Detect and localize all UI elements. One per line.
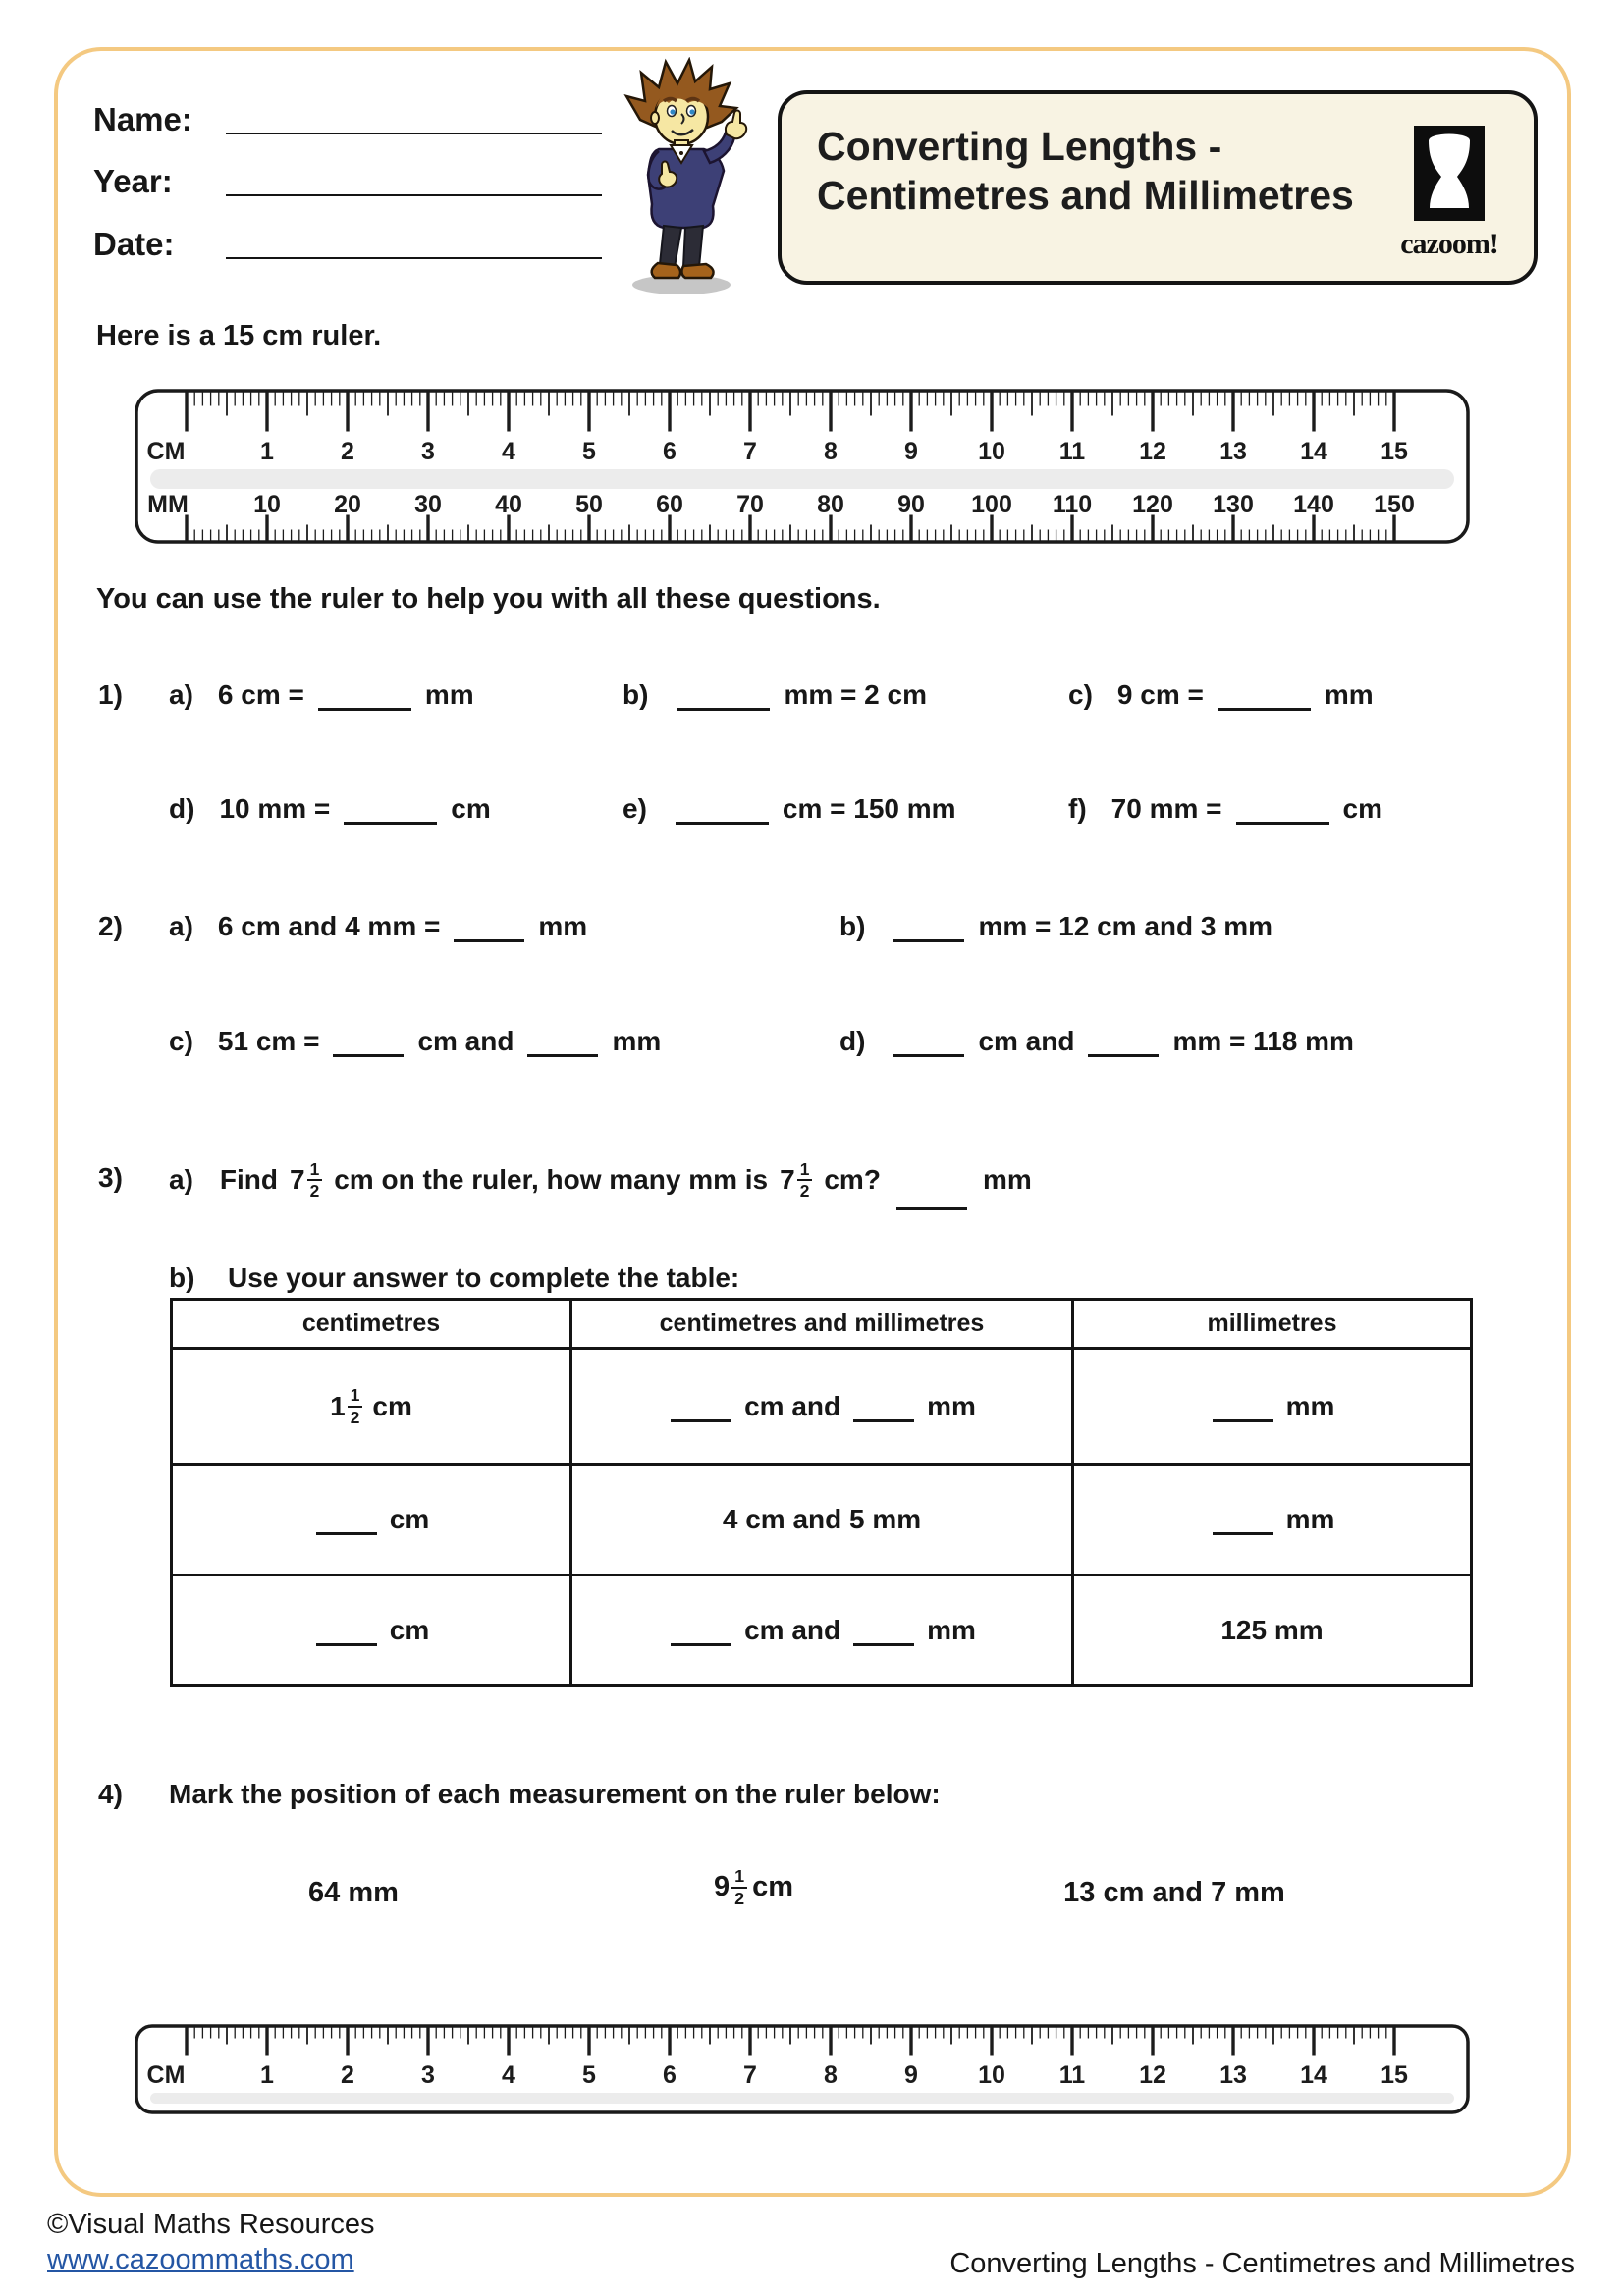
part-label: c) xyxy=(169,1026,193,1056)
cell-r2-cm xyxy=(172,1465,571,1575)
question-2-row-1 xyxy=(0,911,1624,968)
ruler-mm-number: 80 xyxy=(817,491,844,518)
question-3-number: 3) xyxy=(98,1162,123,1193)
q3-item-a xyxy=(169,1139,1039,1221)
question-2-number: 2) xyxy=(98,911,123,941)
ruler-cm-number: 4 xyxy=(502,438,515,465)
answer-blank[interactable] xyxy=(676,817,769,825)
question-text: cm and xyxy=(417,1026,514,1056)
ruler-top xyxy=(135,389,1470,549)
whole-number: 7 xyxy=(290,1164,305,1195)
question-text: cm xyxy=(451,793,491,824)
ruler-mm-number: 10 xyxy=(253,491,281,518)
numerator: 1 xyxy=(797,1160,813,1181)
ruler-cm-label: CM xyxy=(146,438,186,465)
shoe xyxy=(652,263,680,278)
part-label: f) xyxy=(1068,793,1087,824)
question-text: cm xyxy=(389,1615,430,1645)
ruler-mm-number: 120 xyxy=(1132,491,1173,518)
ruler-mm-number: 110 xyxy=(1052,491,1093,518)
ruler-cm-number: 13 xyxy=(1219,2061,1247,2089)
fraction xyxy=(731,1867,747,1908)
whole-number: 9 xyxy=(713,1871,731,1903)
question-2-row-2 xyxy=(0,1026,1624,1083)
ruler-cm-number: 2 xyxy=(341,438,354,465)
cell-r3-cmmm xyxy=(571,1575,1073,1686)
numerator: 1 xyxy=(348,1386,363,1407)
question-text: mm xyxy=(612,1026,662,1056)
ruler-cm-number: 3 xyxy=(421,2061,435,2089)
ruler-cm-number: 5 xyxy=(582,438,596,465)
q1-item-c xyxy=(1068,679,1379,711)
question-1-number: 1) xyxy=(98,679,123,710)
question-text: cm xyxy=(1342,793,1382,824)
answer-blank[interactable] xyxy=(893,1049,964,1057)
ruler-mm-number: 130 xyxy=(1213,491,1254,518)
ruler-cm-number: 15 xyxy=(1380,2061,1408,2089)
denominator: 2 xyxy=(799,1181,810,1201)
ruler-cm-number: 5 xyxy=(582,2061,596,2089)
table-row xyxy=(172,1349,1472,1465)
part-label: b) xyxy=(839,911,866,941)
ruler-cm-number: 11 xyxy=(1058,438,1086,465)
answer-blank[interactable] xyxy=(893,934,964,942)
ruler-cm-number: 4 xyxy=(502,2061,515,2089)
part-label: d) xyxy=(169,793,195,824)
fraction xyxy=(348,1386,363,1425)
denominator: 2 xyxy=(734,1888,745,1908)
cazoommaths-link[interactable]: www.cazoommaths.com xyxy=(47,2244,354,2275)
ruler-mm-number: 30 xyxy=(414,491,442,518)
question-text: 13 cm and 7 mm xyxy=(1063,1877,1285,1908)
part-label: a) xyxy=(169,1164,193,1195)
question-text: 6 cm and 4 mm = xyxy=(217,911,441,941)
footer-doc-title: Converting Lengths - Centimetres and Millimetres xyxy=(949,2248,1575,2279)
ruler-mm-number: 90 xyxy=(897,491,925,518)
ruler-cm-number: 11 xyxy=(1058,2061,1086,2089)
ruler-mm-label: MM xyxy=(147,491,189,518)
mark-13cm-7mm xyxy=(1063,1877,1285,1909)
ruler-mm-number: 50 xyxy=(575,491,603,518)
cell-r1-cm xyxy=(172,1349,571,1465)
answer-blank[interactable] xyxy=(318,703,411,711)
ruler-mm-number: 60 xyxy=(656,491,683,518)
question-4-number: 4) xyxy=(98,1779,123,1809)
question-text: mm xyxy=(1285,1390,1335,1421)
q2-item-a xyxy=(169,911,592,942)
answer-blank[interactable] xyxy=(316,1527,377,1535)
ruler-mm-number: 40 xyxy=(495,491,522,518)
ruler-cm-number: 10 xyxy=(978,438,1005,465)
col-header-centimetres: centimetres xyxy=(172,1300,571,1349)
col-header-millimetres: millimetres xyxy=(1073,1300,1472,1349)
part-label: a) xyxy=(169,679,193,710)
ruler-cm-number: 14 xyxy=(1300,438,1327,465)
year-field xyxy=(93,155,602,204)
q1-item-d xyxy=(169,793,496,825)
question-text: mm xyxy=(927,1615,976,1645)
q1-item-a xyxy=(169,679,479,711)
ruler-cm-number: 7 xyxy=(743,2061,757,2089)
ruler-mm-number: 70 xyxy=(736,491,764,518)
answer-blank[interactable] xyxy=(671,1415,731,1422)
ruler-cm-number: 13 xyxy=(1219,438,1247,465)
question-text: cm = 150 mm xyxy=(782,793,956,824)
question-text: mm xyxy=(424,679,474,710)
ruler-cm-number: 12 xyxy=(1139,438,1166,465)
answer-blank[interactable] xyxy=(671,1638,731,1646)
question-1-row-1 xyxy=(0,679,1624,736)
name-input-line[interactable] xyxy=(226,133,602,134)
mixed-number xyxy=(780,1160,812,1200)
col-header-cm-and-mm: centimetres and millimetres xyxy=(571,1300,1073,1349)
q3-b-label: b) xyxy=(169,1262,195,1293)
name-field xyxy=(93,93,602,142)
part-label: d) xyxy=(839,1026,866,1056)
answer-blank[interactable] xyxy=(454,934,524,942)
ruler-cm-number: 1 xyxy=(260,438,274,465)
ruler-cm-number: 15 xyxy=(1380,438,1408,465)
question-text: mm = 12 cm and 3 mm xyxy=(978,911,1273,941)
q2-item-b xyxy=(839,911,1277,942)
question-text: mm = 118 mm xyxy=(1172,1026,1354,1056)
cell-r1-cmmm xyxy=(571,1349,1073,1465)
fraction xyxy=(797,1160,813,1200)
question-text: 64 mm xyxy=(308,1877,399,1908)
q1-item-e xyxy=(623,793,961,825)
question-text: 70 mm = xyxy=(1110,793,1222,824)
mixed-number xyxy=(714,1867,747,1908)
q2-item-d xyxy=(839,1026,1359,1057)
footer-link-row xyxy=(47,2244,354,2276)
worksheet-title-box xyxy=(778,90,1538,285)
mark-9-half-cm xyxy=(709,1867,793,1908)
ruler-cm-number: 9 xyxy=(904,438,918,465)
ruler-graphic xyxy=(135,2024,1470,2114)
question-text: mm xyxy=(1324,679,1374,710)
helper-text: You can use the ruler to help you with all these questions. xyxy=(96,583,881,614)
part-label: a) xyxy=(169,911,193,941)
cell-r3-cm xyxy=(172,1575,571,1686)
question-1-row-2 xyxy=(0,793,1624,850)
question-text: mm xyxy=(538,911,588,941)
question-text: mm xyxy=(1285,1504,1335,1534)
ruler-cm-label: CM xyxy=(146,2061,186,2089)
question-3-row-a xyxy=(0,1139,1624,1221)
answer-blank[interactable] xyxy=(1088,1049,1159,1057)
answer-blank[interactable] xyxy=(853,1638,914,1646)
cell-r2-cmmm xyxy=(571,1465,1073,1575)
ruler-cm-number: 6 xyxy=(663,438,677,465)
intro-text: Here is a 15 cm ruler. xyxy=(96,320,382,351)
ruler-cm-number: 14 xyxy=(1300,2061,1327,2089)
question-text: cm and xyxy=(744,1615,841,1645)
answer-blank[interactable] xyxy=(344,817,437,825)
ruler-cm-number: 10 xyxy=(978,2061,1005,2089)
cell-r3-mm xyxy=(1073,1575,1472,1686)
question-text: 51 cm = xyxy=(217,1026,320,1056)
numerator: 1 xyxy=(307,1160,323,1181)
part-label: e) xyxy=(623,793,647,824)
ruler-mm-number: 140 xyxy=(1293,491,1334,518)
question-text: cm xyxy=(752,1871,794,1903)
fraction xyxy=(307,1160,323,1200)
date-label: Date: xyxy=(93,226,175,262)
q3-b-text: Use your answer to complete the table: xyxy=(228,1262,740,1293)
cazoom-logo-text: cazoom! xyxy=(1400,228,1498,260)
mixed-number xyxy=(330,1386,362,1425)
whole-number: 1 xyxy=(330,1390,346,1421)
whole-number: 7 xyxy=(780,1164,795,1195)
question-text: mm xyxy=(927,1390,976,1421)
question-4-row xyxy=(0,1779,1624,1836)
ruler-cm-number: 8 xyxy=(824,438,838,465)
question-text: cm and xyxy=(978,1026,1075,1056)
ruler-cm-number: 1 xyxy=(260,2061,274,2089)
question-text: cm xyxy=(372,1390,412,1421)
question-text: 125 mm xyxy=(1220,1615,1324,1645)
q1-item-b xyxy=(623,679,932,711)
answer-blank[interactable] xyxy=(1213,1527,1273,1535)
mixed-number xyxy=(290,1160,322,1200)
answer-blank[interactable] xyxy=(1213,1415,1273,1422)
q4-measurements xyxy=(0,1863,1624,1946)
cell-r2-mm xyxy=(1073,1465,1472,1575)
answer-blank[interactable] xyxy=(316,1638,377,1646)
cazoom-drum-icon xyxy=(1414,126,1485,221)
answer-blank[interactable] xyxy=(1218,703,1311,711)
ruler-mm-number: 20 xyxy=(334,491,361,518)
ruler-cm-number: 9 xyxy=(904,2061,918,2089)
ruler-bottom xyxy=(135,2024,1470,2119)
ruler-cm-number: 6 xyxy=(663,2061,677,2089)
ruler-cm-number: 8 xyxy=(824,2061,838,2089)
part-label: c) xyxy=(1068,679,1093,710)
denominator: 2 xyxy=(309,1181,320,1201)
answer-blank[interactable] xyxy=(527,1049,598,1057)
conversion-table xyxy=(170,1298,1473,1687)
question-text: 10 mm = xyxy=(219,793,331,824)
answer-blank[interactable] xyxy=(896,1202,967,1210)
ruler-cm-number: 7 xyxy=(743,438,757,465)
date-field xyxy=(93,218,602,267)
part-label: b) xyxy=(623,679,649,710)
ruler-cm-number: 12 xyxy=(1139,2061,1166,2089)
title-line-2: Centimetres and Millimetres xyxy=(817,173,1354,218)
numerator: 1 xyxy=(731,1867,747,1889)
year-input-line[interactable] xyxy=(226,194,602,196)
date-input-line[interactable] xyxy=(226,257,602,259)
denominator: 2 xyxy=(350,1407,360,1427)
worksheet-title xyxy=(817,122,1354,220)
question-text: mm = 2 cm xyxy=(784,679,927,710)
q2-item-c xyxy=(169,1026,666,1057)
answer-blank[interactable] xyxy=(677,703,770,711)
question-text: cm on the ruler, how many mm is xyxy=(334,1164,769,1195)
q1-item-f xyxy=(1068,793,1387,825)
question-text: mm xyxy=(982,1164,1032,1195)
question-text: cm? xyxy=(824,1164,881,1195)
table-row xyxy=(172,1575,1472,1686)
footer-credit: ©Visual Maths Resources xyxy=(47,2209,375,2240)
ruler-cm-number: 3 xyxy=(421,438,435,465)
ruler-mm-number: 100 xyxy=(971,491,1012,518)
question-text: 9 cm = xyxy=(1116,679,1204,710)
question-text: cm xyxy=(389,1504,430,1534)
question-text: cm and xyxy=(744,1390,841,1421)
year-label: Year: xyxy=(93,163,173,199)
shoe xyxy=(681,264,713,278)
mascot-boy-illustration xyxy=(619,57,761,300)
title-line-1: Converting Lengths - xyxy=(817,124,1222,169)
name-label: Name: xyxy=(93,101,192,137)
ruler-cm-number: 2 xyxy=(341,2061,354,2089)
answer-blank[interactable] xyxy=(853,1415,914,1422)
table-header-row xyxy=(172,1300,1472,1349)
question-text: 4 cm and 5 mm xyxy=(722,1504,922,1534)
ruler-graphic xyxy=(135,389,1470,544)
cell-r1-mm xyxy=(1073,1349,1472,1465)
ruler-mm-number: 150 xyxy=(1374,491,1415,518)
answer-blank[interactable] xyxy=(1236,817,1329,825)
question-text: Find xyxy=(219,1164,278,1195)
table-row xyxy=(172,1465,1472,1575)
question-4-text: Mark the position of each measurement on the ruler below: xyxy=(169,1779,941,1809)
answer-blank[interactable] xyxy=(333,1049,404,1057)
cazoom-logo xyxy=(1390,126,1508,261)
mark-64mm xyxy=(308,1877,399,1909)
question-text: 6 cm = xyxy=(217,679,304,710)
